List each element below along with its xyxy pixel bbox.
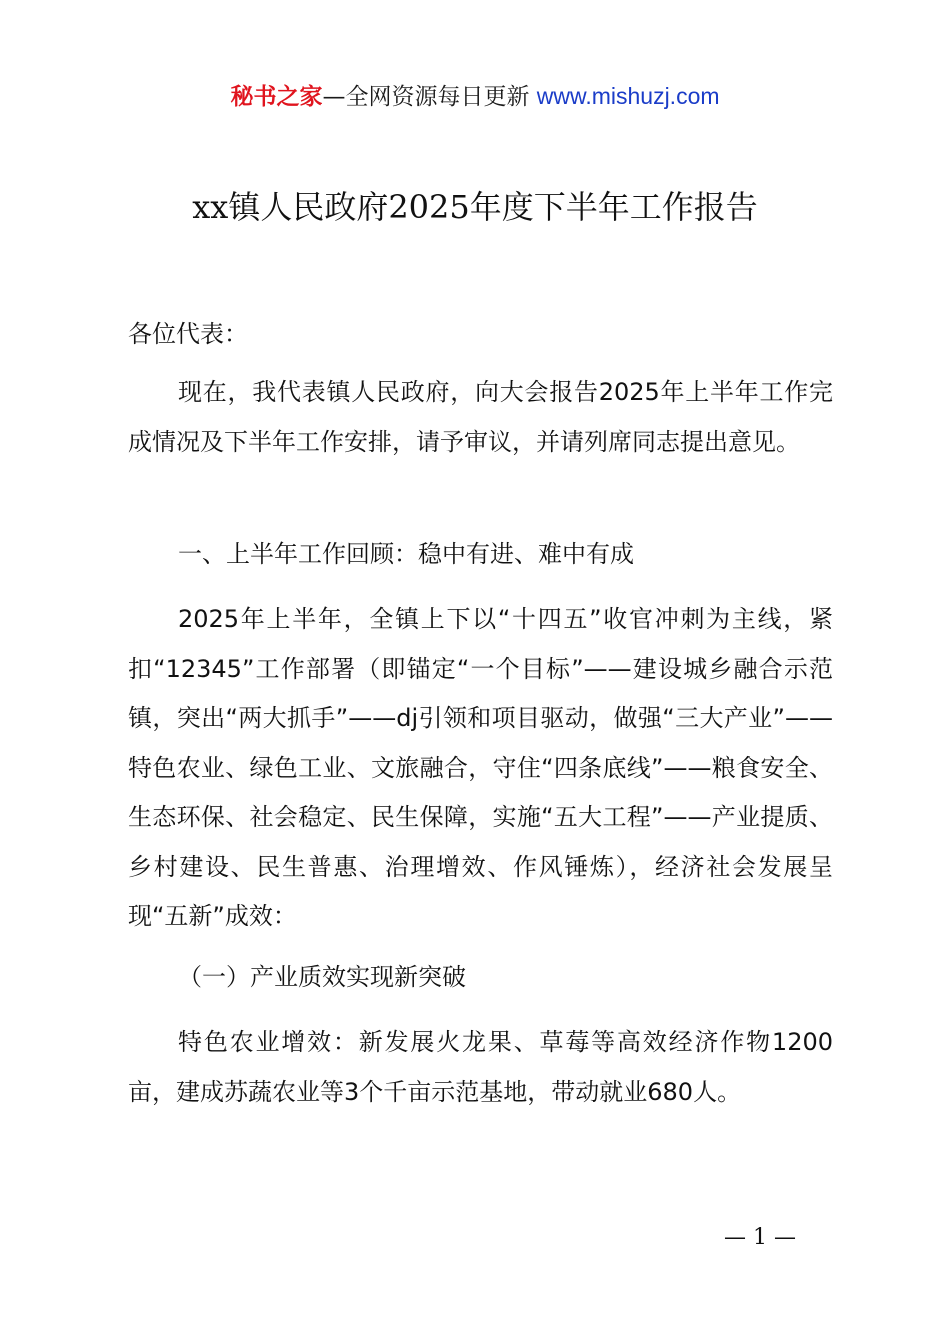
header-banner: [0, 80, 950, 113]
site-url-link[interactable]: www.mishuzj.com: [536, 83, 720, 109]
page-number: — 1 —: [724, 1225, 796, 1250]
document-title: xx镇人民政府2025年度下半年工作报告: [192, 188, 758, 226]
paragraph-intro: 现在，我代表镇人民政府，向大会报告2025年上半年工作完成情况及下半年工作安排，请予审议，并请列席同志提出意见。: [128, 378, 833, 456]
header-tagline: —全网资源每日更新: [322, 84, 530, 110]
paragraph-review: 2025年上半年，全镇上下以“十四五”收官冲刺为主线，紧扣“12345”工作部署（即锚定“一个目标”——建设城乡融合示范镇，突出“两大抓手”——dj引领和项目驱动，做强“三大产业”——特色农业、绿色工业、文旅融合，守住“四条底线”——粮食安全、生态环保、社会稳定、民生保障，实施“五大工程”——产业提质、乡村建设、民生普惠、治理增效、作风锤炼），经济社会发展呈现“五新”成效：: [128, 605, 833, 930]
paragraph-agriculture: 特色农业增效：新发展火龙果、草莓等高效经济作物1200亩，建成苏蔬农业等3个千亩示范基地，带动就业680人。: [128, 1028, 833, 1106]
section-heading-review: 一、上半年工作回顾：稳中有进、难中有成: [178, 540, 634, 568]
subsection-heading-industry: （一）产业质效实现新突破: [178, 963, 466, 991]
brand-name: 秘书之家: [230, 84, 323, 110]
salutation: 各位代表：: [128, 320, 248, 348]
